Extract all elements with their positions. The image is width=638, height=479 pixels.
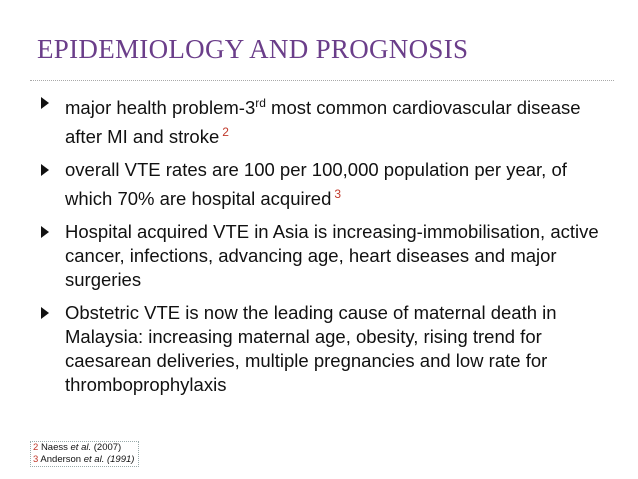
bullet-text: Obstetric VTE is now the leading cause of maternal death in Malaysia: increasing maternal age, obesity, rising trend for caesarean deliveries, multiple pregnancies and low rate for thromboprophylaxis	[65, 302, 557, 395]
reference-marker: 2	[222, 125, 229, 139]
ordinal-superscript: rd	[255, 96, 266, 110]
reference-etal: et al. (1991)	[83, 454, 135, 465]
bullet-item	[37, 220, 617, 292]
arrow-bullet-icon	[41, 307, 49, 319]
bullet-list	[37, 91, 617, 406]
bullet-text-continued: most common cardiovascular disease after MI and stroke	[65, 97, 581, 147]
bullet-item	[37, 91, 617, 149]
bullet-item	[37, 158, 617, 211]
reference-line	[33, 454, 134, 466]
reference-line	[33, 442, 134, 454]
reference-marker: 3	[334, 187, 342, 201]
bullet-text: Hospital acquired VTE in Asia is increasing-immobilisation, active cancer, infections, advancing age, heart diseases and major surgeries	[65, 221, 599, 290]
reference-etal: et al.	[70, 442, 92, 453]
arrow-bullet-icon	[41, 226, 49, 238]
arrow-bullet-icon	[41, 164, 49, 176]
reference-year: (2007)	[91, 442, 122, 453]
title-divider	[30, 80, 614, 81]
bullet-item	[37, 301, 617, 397]
bullet-text: major health problem-3	[65, 97, 256, 118]
slide-title: EPIDEMIOLOGY AND PROGNOSIS	[37, 34, 469, 64]
bullet-text: overall VTE rates are 100 per 100,000 population per year, of which 70% are hospital acquired	[65, 159, 567, 209]
reference-author: Anderson	[40, 454, 84, 465]
reference-number: 2	[33, 442, 39, 453]
references-box	[30, 441, 139, 467]
reference-author: Naess	[40, 442, 71, 453]
arrow-bullet-icon	[41, 97, 49, 109]
reference-number: 3	[33, 454, 39, 465]
